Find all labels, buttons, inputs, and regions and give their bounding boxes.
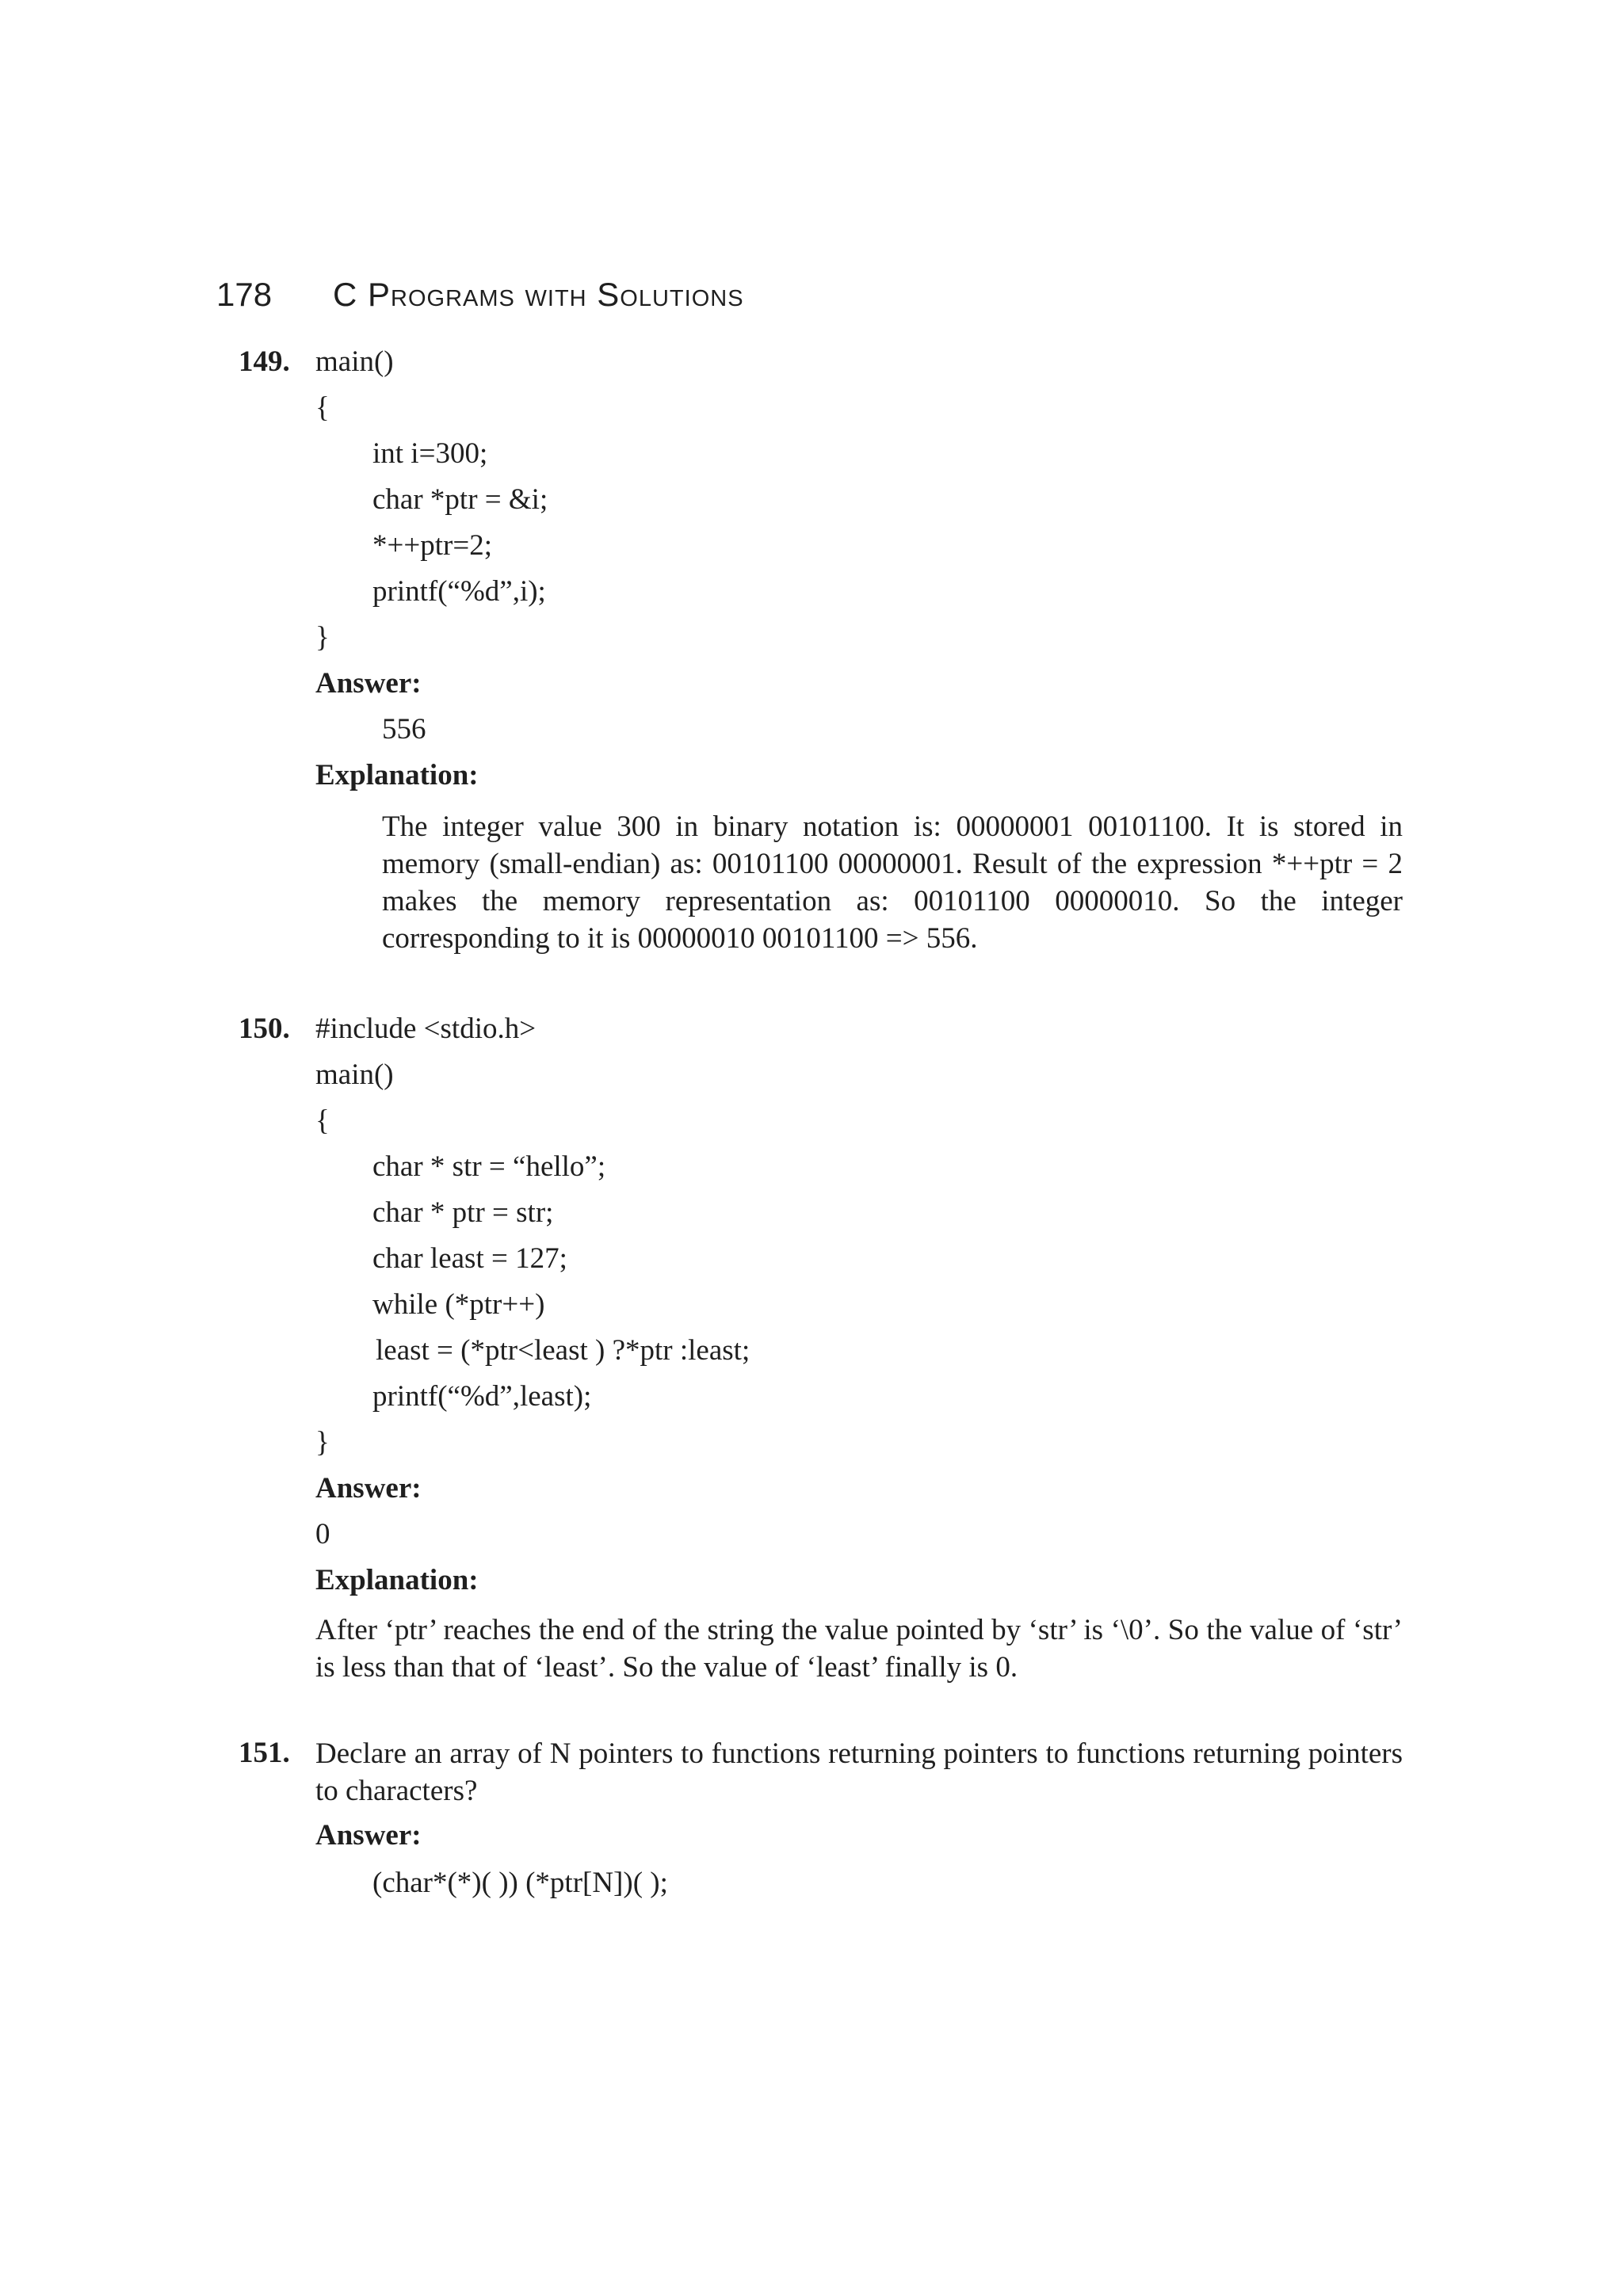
code-line: least = (*ptr<least ) ?*ptr :least; [376,1334,750,1367]
running-title: C Programs with Solutions [333,276,744,313]
code-line: #include <stdio.h> [315,1013,537,1045]
code-line: } [315,1426,330,1459]
code-line: printf(“%d”,least); [372,1380,592,1413]
code-line: char least = 127; [372,1242,567,1275]
code-line: main() [315,1058,394,1091]
code-line: { [315,391,330,424]
answer-label: Answer: [315,667,422,700]
answer-label: Answer: [315,1472,422,1505]
code-line: char * ptr = str; [372,1196,554,1229]
question-number-151: 151. [239,1737,290,1769]
explanation-text: The integer value 300 in binary notation is: 00000001 00101100. It is stored in memory (small-endian) as: 00101100 00000001. Result of the expression *++ptr = 2 makes the memory representation as: 00101100 00000010. So the integer corresponding to it is 00000010 00101100 => 556. [382,810,1403,955]
code-line: int i=300; [372,437,488,470]
code-line: } [315,621,330,654]
code-line: main() [315,345,394,378]
explanation-text: After ‘ptr’ reaches the end of the string the value pointed by ‘str’ is ‘\0’. So the value of ‘str’ is less than that of ‘least’. So the value of ‘least’ finally is 0. [315,1614,1403,1684]
page-number: 178 [216,276,273,313]
code-line: char *ptr = &i; [372,483,548,516]
explanation-label: Explanation: [315,1564,479,1596]
question-number-150: 150. [239,1013,290,1045]
code-line: while (*ptr++) [372,1288,545,1321]
question-number-149: 149. [239,345,290,378]
answer-value: 0 [315,1518,330,1550]
answer-value: (char*(*)( )) (*ptr[N])( ); [372,1867,668,1899]
answer-value: 556 [382,713,426,746]
code-line: char * str = “hello”; [372,1150,606,1183]
answer-label: Answer: [315,1819,422,1852]
code-line: printf(“%d”,i); [372,575,546,608]
code-line: *++ptr=2; [372,529,492,562]
question-text: Declare an array of N pointers to functions returning pointers to functions returning pointers to characters? [315,1737,1403,1807]
explanation-label: Explanation: [315,759,479,791]
code-line: { [315,1104,330,1137]
